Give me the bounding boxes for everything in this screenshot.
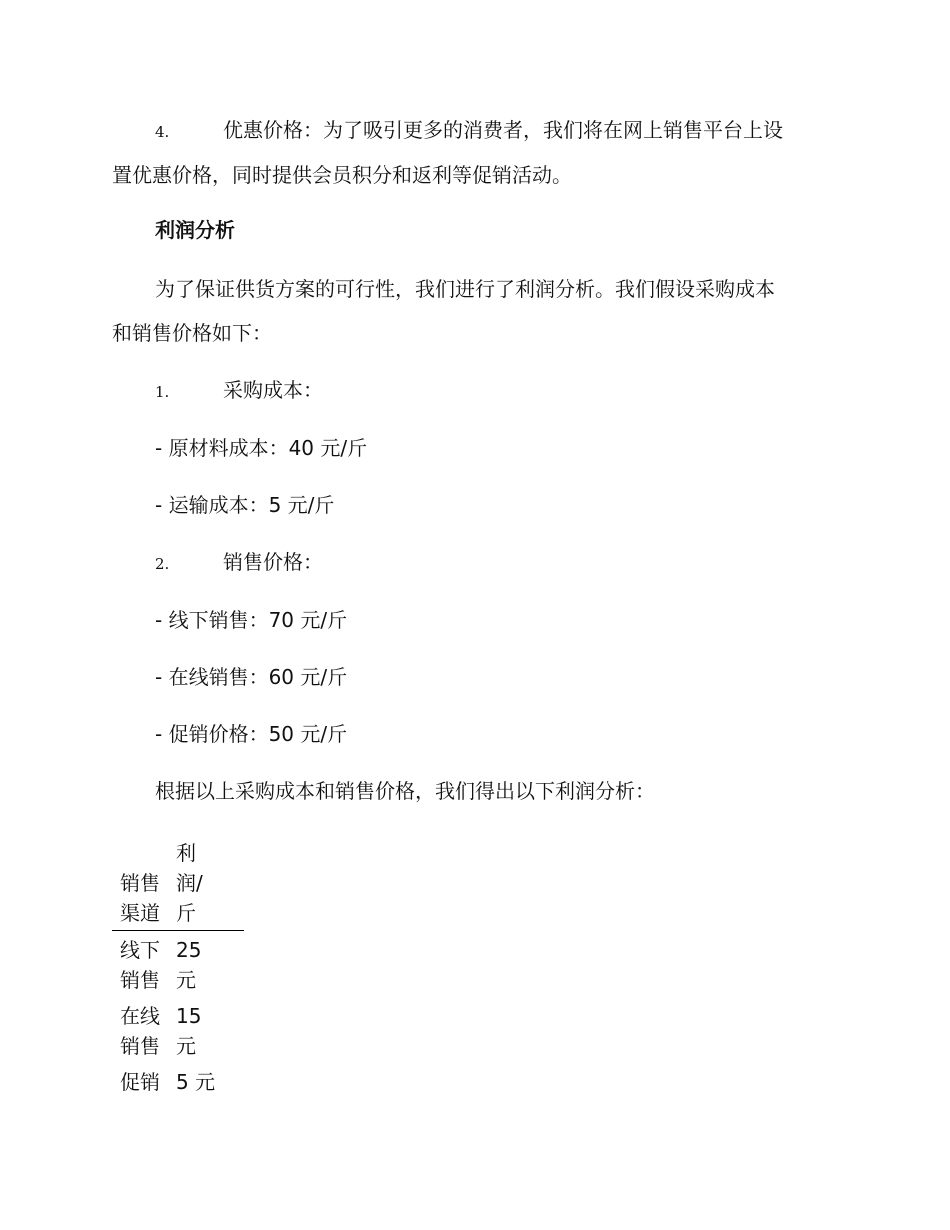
paragraph-text-line: 为了保证供货方案的可行性，我们进行了利润分析。我们假设采购成本 (155, 277, 775, 301)
table-cell: 线下销售 (120, 938, 160, 992)
list-label: 采购成本： (223, 378, 323, 402)
table-row (112, 931, 244, 998)
table-header-cell: 利润/斤 (168, 838, 244, 931)
section-heading: 利润分析 (155, 218, 235, 242)
list-item: - 线下销售：70 元/斤 (155, 608, 348, 632)
list-item: - 运输成本：5 元/斤 (155, 493, 335, 517)
table-row (112, 997, 244, 1063)
table-header-row (112, 838, 244, 931)
list-number: 4. (155, 123, 170, 141)
table-cell: 25 元 (176, 938, 202, 992)
paragraph-text-line: 和销售价格如下： (112, 321, 272, 345)
list-number: 1. (155, 383, 170, 401)
paragraph-text-line: 优惠价格：为了吸引更多的消费者，我们将在网上销售平台上设 (223, 118, 783, 142)
list-number: 2. (155, 555, 170, 573)
table-cell: 15 元 (176, 1004, 202, 1058)
table-cell: 5 元 (176, 1070, 216, 1094)
profit-table (112, 838, 244, 1099)
paragraph-discount (155, 108, 783, 155)
list-item: - 在线销售：60 元/斤 (155, 665, 348, 689)
paragraph-text-line: 根据以上采购成本和销售价格，我们得出以下利润分析： (155, 779, 655, 803)
paragraph-text-line: 置优惠价格，同时提供会员积分和返利等促销活动。 (112, 163, 572, 187)
table-cell: 在线销售 (120, 1004, 160, 1058)
table-header-cell: 销售渠道 (112, 838, 168, 931)
table-row (112, 1063, 244, 1099)
list-item: - 促销价格：50 元/斤 (155, 722, 348, 746)
list-label: 销售价格： (223, 550, 323, 574)
list-heading-cost (155, 368, 323, 415)
table-cell: 促销 (120, 1070, 160, 1094)
list-item: - 原材料成本：40 元/斤 (155, 436, 368, 460)
list-heading-price (155, 540, 323, 587)
